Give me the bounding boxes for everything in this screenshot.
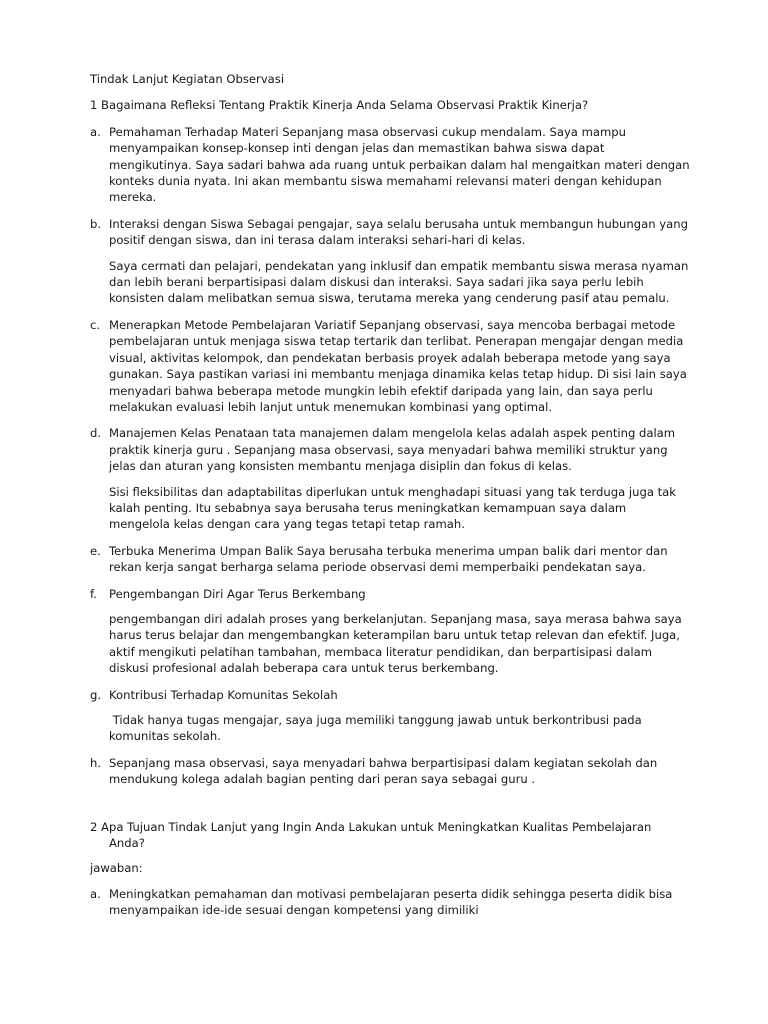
list-marker: h.: [90, 755, 102, 770]
document-title: Tindak Lanjut Kegiatan Observasi: [90, 72, 285, 86]
list-marker: a.: [90, 124, 101, 139]
list-item-a: [90, 124, 690, 206]
item-heading: Kontribusi Terhadap Komunitas Sekolah: [109, 687, 338, 702]
list-item-c: [90, 317, 690, 415]
list-item-d: [90, 425, 690, 532]
item-heading: Pengembangan Diri Agar Terus Berkembang: [109, 586, 366, 601]
list-marker: c.: [90, 317, 101, 332]
answer-label: jawaban:: [90, 861, 143, 876]
question-2: 2 Apa Tujuan Tindak Lanjut yang Ingin Anda Lakukan untuk Meningkatkan Kualitas Pembelajaran Anda?: [90, 819, 652, 851]
list-marker: e.: [90, 543, 101, 558]
list-marker: f.: [90, 586, 97, 601]
item-paragraph: Sepanjang masa observasi, saya menyadari bahwa berpartisipasi dalam kegiatan sekolah dan mendukung kolega adalah bagian penting dari peran saya sebagai guru .: [109, 755, 658, 787]
item-paragraph: Pemahaman Terhadap Materi Sepanjang masa observasi cukup mendalam. Saya mampu menyampaikan konsep-konsep inti dengan jelas dan memastikan bahwa siswa dapat mengikutinya. Saya sadari bahwa ada ruang untuk perbaikan dalam hal mengaitkan materi dengan konteks dunia nyata. Ini akan membantu siswa memahami relevansi materi dengan kehidupan mereka.: [109, 124, 690, 205]
item-paragraph: Saya cermati dan pelajari, pendekatan yang inklusif dan empatik membantu siswa merasa nyaman dan lebih berani berpartisipasi dalam diskusi dan interaksi. Saya sadari jika saya perlu lebih konsisten dalam melibatkan semua siswa, terutama mereka yang cenderung pasif atau pemalu.: [109, 258, 689, 306]
list-item-f: [90, 586, 690, 677]
list-item-e: [90, 543, 690, 576]
item-paragraph: Terbuka Menerima Umpan Balik Saya berusaha terbuka menerima umpan balik dari mentor dan rekan kerja sangat berharga selama periode observasi demi memperbaiki pendekatan saya.: [109, 543, 668, 575]
list-marker: g.: [90, 687, 102, 702]
list-item-h: [90, 755, 690, 788]
reflection-list: [90, 124, 690, 788]
goal-item-a: [90, 886, 690, 919]
item-paragraph: Interaksi dengan Siswa Sebagai pengajar, saya selalu berusaha untuk membangun hubungan yang positif dengan siswa, dan ini terasa dalam interaksi sehari-hari di kelas.: [109, 216, 688, 248]
question-1: 1 Bagaimana Refleksi Tentang Praktik Kinerja Anda Selama Observasi Praktik Kinerja?: [90, 98, 589, 113]
item-paragraph: Manajemen Kelas Penataan tata manajemen dalam mengelola kelas adalah aspek penting dalam praktik kinerja guru . Sepanjang masa observasi, saya menyadari bahwa memiliki struktur yang jelas dan aturan yang konsisten membantu menjaga disiplin dan fokus di kelas.: [109, 426, 676, 474]
item-paragraph: Meningkatkan pemahaman dan motivasi pembelajaran peserta didik sehingga peserta didik bisa menyampaikan ide-ide sesuai dengan kompetensi yang dimiliki: [109, 886, 673, 918]
item-paragraph: Tidak hanya tugas mengajar, saya juga memiliki tanggung jawab untuk berkontribusi pada komunitas sekolah.: [109, 713, 646, 744]
item-paragraph: Menerapkan Metode Pembelajaran Variatif Sepanjang observasi, saya mencoba berbagai metode pembelajaran untuk menjaga siswa tetap tertarik dan terlibat. Penerapan mengajar dengan media visual, aktivitas kelompok, dan pendekatan berbasis proyek adalah beberapa metode yang saya gunakan. Saya pastikan variasi ini membantu menjaga dinamika kelas tetap hidup. Di sisi lain saya menyadari bahwa beberapa metode mungkin lebih efektif daripada yang lain, dan saya perlu melakukan evaluasi lebih lanjut untuk menemukan kombinasi yang optimal.: [109, 317, 687, 414]
item-paragraph: pengembangan diri adalah proses yang berkelanjutan. Sepanjang masa, saya merasa bahwa saya harus terus belajar dan mengembangkan keterampilan baru untuk tetap relevan dan efektif. Juga, aktif mengikuti pelatihan tambahan, membaca literatur pendidikan, dan berpartisipasi dalam diskusi profesional adalah beberapa cara untuk terus berkembang.: [109, 611, 682, 676]
list-marker: b.: [90, 216, 102, 231]
section-spacer: [90, 798, 690, 819]
goal-list: [90, 886, 690, 919]
list-item-g: [90, 687, 690, 745]
list-marker: a.: [90, 886, 101, 901]
list-item-b: [90, 216, 690, 307]
item-paragraph: Sisi fleksibilitas dan adaptabilitas diperlukan untuk menghadapi situasi yang tak terduga juga tak kalah penting. Itu sebabnya saya berusaha terus meningkatkan kemampuan saya dalam mengelola kelas dengan cara yang tegas tetapi tetap ramah.: [109, 484, 676, 532]
list-marker: d.: [90, 426, 102, 441]
document-page: [90, 71, 690, 929]
